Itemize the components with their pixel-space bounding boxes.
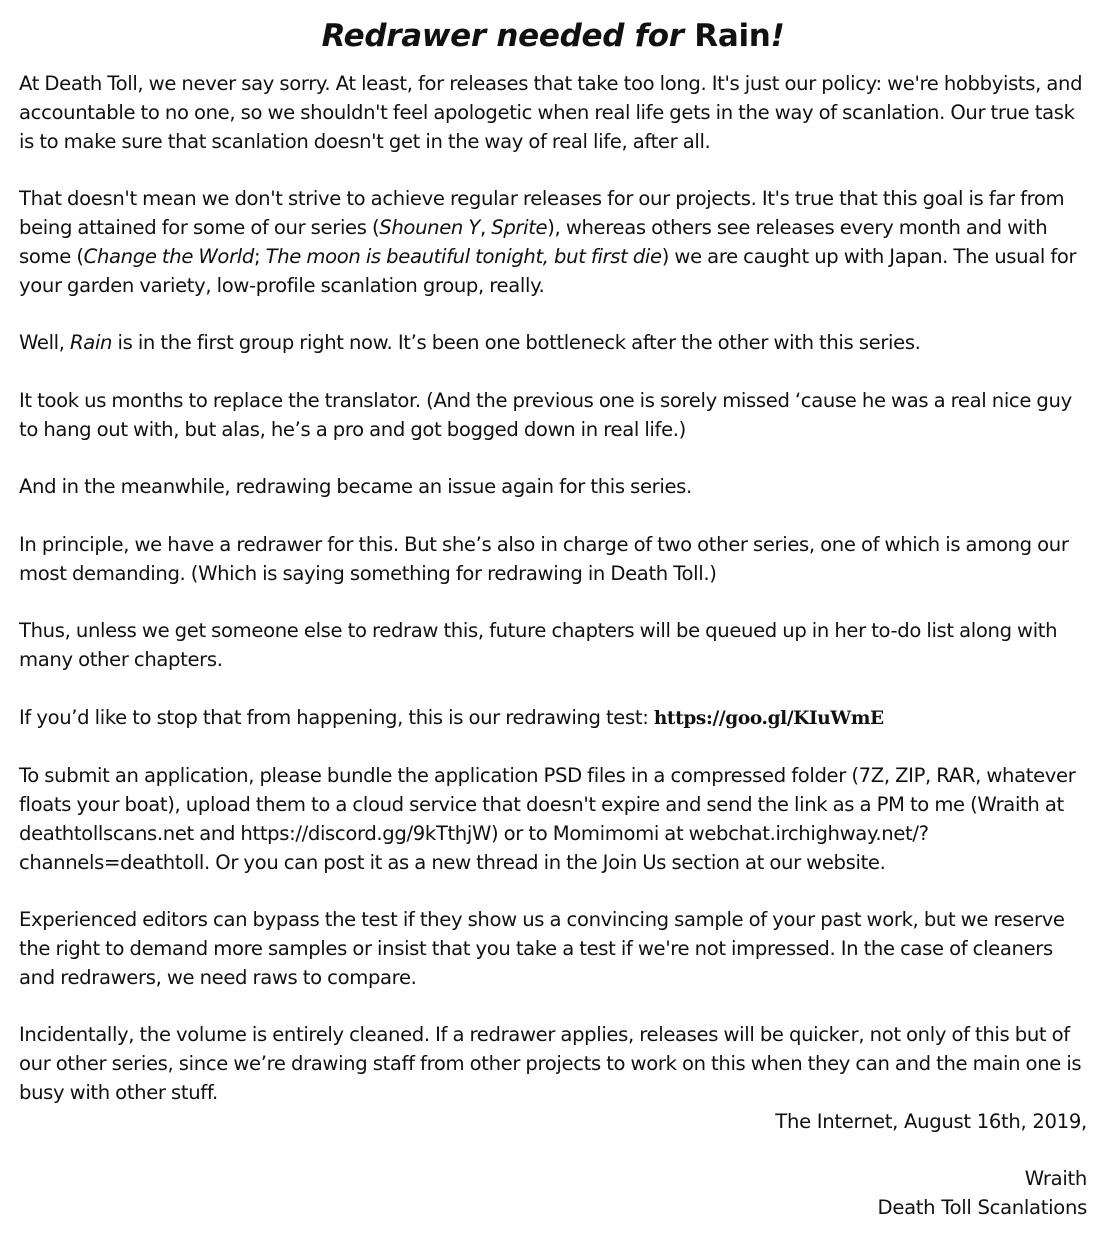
signature-group: Death Toll Scanlations — [877, 1196, 1087, 1220]
signature-spacer — [19, 1136, 1087, 1165]
paragraph-text: ) we are caught up with Japan. The usual for your garden variety, low-profile scanlation group, really. — [19, 244, 1077, 297]
paragraph-text: , — [479, 215, 492, 239]
document-body — [19, 70, 1087, 1108]
paragraph-redrawing-issue: And in the meanwhile, redrawing became an issue again for this series. — [19, 475, 692, 499]
page-title — [19, 14, 1087, 58]
paragraph-text: That doesn't mean we don't strive to achieve regular releases for our projects. It's true that this goal is far from being attained for some of our series ( — [19, 187, 1065, 239]
paragraph-rain-status — [19, 329, 1087, 358]
paragraph-policy: At Death Toll, we never say sorry. At least, for releases that take too long. It's just our policy: we're hobbyists, and accountable to no one, so we shouldn't feel apologetic when real life gets in the way of scanlation. Our true task is to make sure that scanlation doesn't get in the way of real life, after all. — [19, 72, 1083, 153]
series-title-sprite: Sprite — [491, 215, 548, 239]
paragraph-redrawing-test — [19, 704, 1087, 734]
redrawing-test-link[interactable]: https://goo.gl/KIuWmE — [653, 707, 884, 729]
paragraph-translator: It took us months to replace the translator. (And the previous one is sorely missed ‘cause he was a real nice guy to hang out with, but alas, he’s a pro and got bogged down in real life.) — [19, 388, 1072, 441]
paragraph-text: Well, — [19, 331, 71, 355]
signature-block — [19, 1108, 1087, 1223]
paragraph-queue: Thus, unless we get someone else to redraw this, future chapters will be queued up in her to-do list along with many other chapters. — [19, 619, 1058, 671]
paragraph-text: If you’d like to stop that from happening, this is our redrawing test: — [19, 705, 654, 729]
title-exclamation: ! — [770, 18, 785, 54]
series-title-moon-is-beautiful: The moon is beautiful tonight, but first die — [265, 244, 662, 268]
series-title-rain: Rain — [70, 331, 113, 355]
paragraph-text: is in the first group right now. It’s been one bottleneck after the other with this series. — [112, 331, 921, 355]
signature-place-date: The Internet, August 16th, 2019, — [775, 1109, 1087, 1133]
paragraph-text: ; — [253, 244, 266, 268]
title-italic-part: Redrawer needed for — [321, 18, 684, 54]
paragraph-current-redrawer: In principle, we have a redrawer for this. But she’s also in charge of two other series, one of which is among our most demanding. (Which is saying something for redrawing in Death Toll.) — [19, 532, 1069, 585]
paragraph-incidentally: Incidentally, the volume is entirely cleaned. If a redrawer applies, releases will be quicker, not only of this but of our other series, since we’re drawing staff from other projects to work on this when they can and the main one is busy with other stuff. — [19, 1023, 1082, 1104]
paragraph-regular-releases — [19, 185, 1087, 300]
signature-name: Wraith — [1024, 1167, 1087, 1191]
series-title-change-the-world: Change the World — [83, 244, 254, 268]
paragraph-submit-application: To submit an application, please bundle the application PSD files in a compressed folder (7Z, ZIP, RAR, whatever floats your boat), upload them to a cloud service that doesn't expire and send the link as a PM to me (Wraith at deathtollscans.net and https://discord.gg/9kTthjW) or to Momimomi at webchat.irchighway.net/?channels=deathtoll. Or you can post it as a new thread in the Join Us section at our website. — [19, 764, 1076, 874]
paragraph-text: ), whereas others see releases every month and with some ( — [19, 215, 1048, 268]
paragraph-experienced-editors: Experienced editors can bypass the test if they show us a convincing sample of your past work, but we reserve the right to demand more samples or insist that you take a test if we're not impressed. In the case of cleaners and redrawers, we need raws to compare. — [19, 908, 1065, 989]
title-series-name: Rain — [694, 18, 771, 54]
series-title-shounen-y: Shounen Y — [379, 215, 480, 239]
